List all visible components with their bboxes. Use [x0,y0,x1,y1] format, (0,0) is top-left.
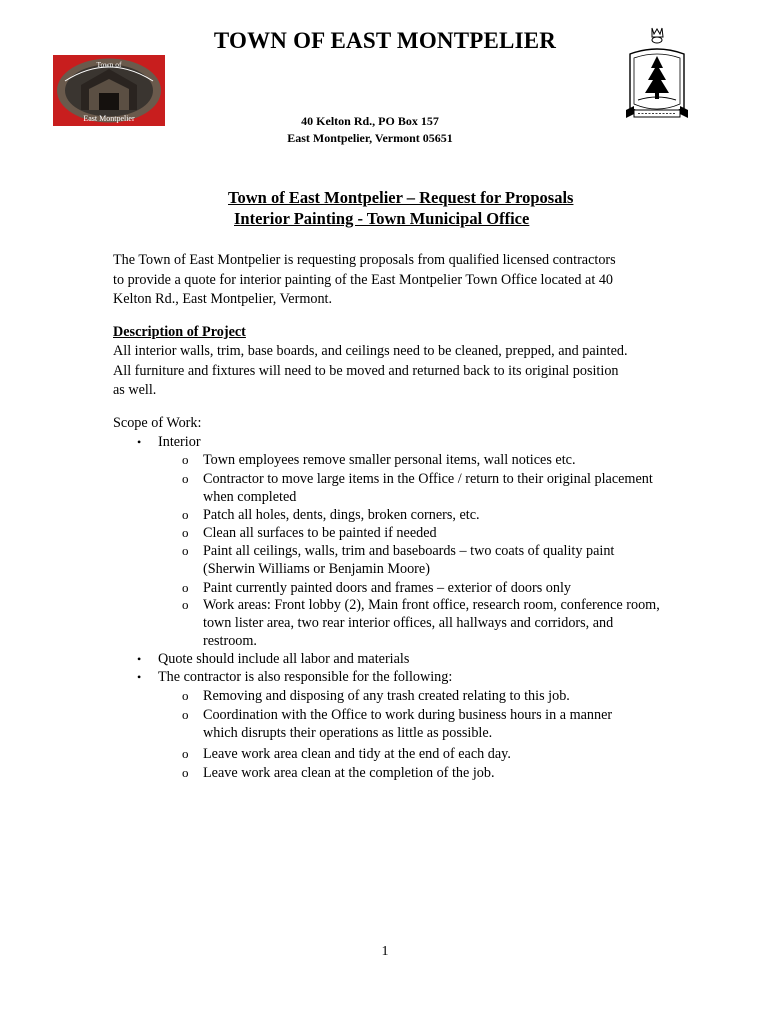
quote-note: Quote should include all labor and materials [158,651,410,667]
sub-bullet-glyph: o [182,765,189,780]
contractor-item: Leave work area clean and tidy at the end of each day. [203,746,511,762]
sub-bullet-glyph: o [182,707,189,722]
interior-item: Paint all ceilings, walls, trim and baseboards – two coats of quality paint (Sherwin Williams or Benjamin Moore) [203,543,615,577]
address-line-2: East Montpelier, Vermont 05651 [287,131,453,145]
description-line: as well. [113,382,157,398]
bullet-glyph: • [137,435,142,449]
sub-bullet-glyph: o [182,507,189,522]
scope-label: Scope of Work: [113,415,202,431]
description-paragraph [113,342,673,401]
sub-bullet-glyph: o [182,543,189,558]
sub-bullet-glyph: o [182,452,189,467]
intro-line: to provide a quote for interior painting of the East Montpelier Town Office located at 40 [113,271,614,288]
interior-item: Paint currently painted doors and frames – exterior of doors only [203,580,571,596]
intro-paragraph [113,251,673,310]
contractor-item: Removing and disposing of any trash created relating to this job. [203,688,570,704]
intro-line: Kelton Rd., East Montpelier, Vermont. [113,291,333,307]
interior-item: Clean all surfaces to be painted if needed [203,525,437,541]
logo-text-top: Town of [96,60,122,69]
page-number: 1 [381,944,389,959]
sub-bullet-glyph: o [182,688,189,703]
description-line: All furniture and fixtures will need to be moved and returned back to its original position [113,362,619,379]
contractor-item: Coordination with the Office to work during business hours in a manner which disrupts their operations as little as possible. [203,707,613,741]
document-title: TOWN OF EAST MONTPELIER [213,28,557,53]
town-logo [53,55,165,126]
interior-item: Contractor to move large items in the Office / return to their original placement when completed [203,471,653,505]
description-line: All interior walls, trim, base boards, and ceilings need to be cleaned, prepped, and painted. [113,343,628,359]
sub-bullet-glyph: o [182,471,189,486]
interior-item: Town employees remove smaller personal items, wall notices etc. [203,452,576,468]
vermont-seal [624,24,690,124]
contractor-item: Leave work area clean at the completion of the job. [203,765,495,781]
rfp-title-line-1: Town of East Montpelier – Request for Proposals [228,188,574,207]
rfp-title-line-2: Interior Painting - Town Municipal Office [234,209,530,228]
sub-bullet-glyph: o [182,597,189,612]
sub-bullet-glyph: o [182,746,189,761]
intro-line: The Town of East Montpelier is requesting proposals from qualified licensed contractors [113,252,616,268]
sub-bullet-glyph: o [182,580,189,595]
interior-label: Interior [158,434,201,450]
logo-text-bottom: East Montpelier [83,114,135,123]
interior-item: Patch all holes, dents, dings, broken corners, etc. [203,507,480,523]
contractor-label: The contractor is also responsible for the following: [158,669,453,685]
address-line-1: 40 Kelton Rd., PO Box 157 [301,114,439,128]
interior-item: Work areas: Front lobby (2), Main front office, research room, conference room, town lister area, two rear interior offices, all hallways and corridors, and restroom. [203,597,660,649]
description-heading: Description of Project [113,324,246,340]
bullet-glyph: • [137,670,142,684]
bullet-glyph: • [137,652,142,666]
sub-bullet-glyph: o [182,525,189,540]
